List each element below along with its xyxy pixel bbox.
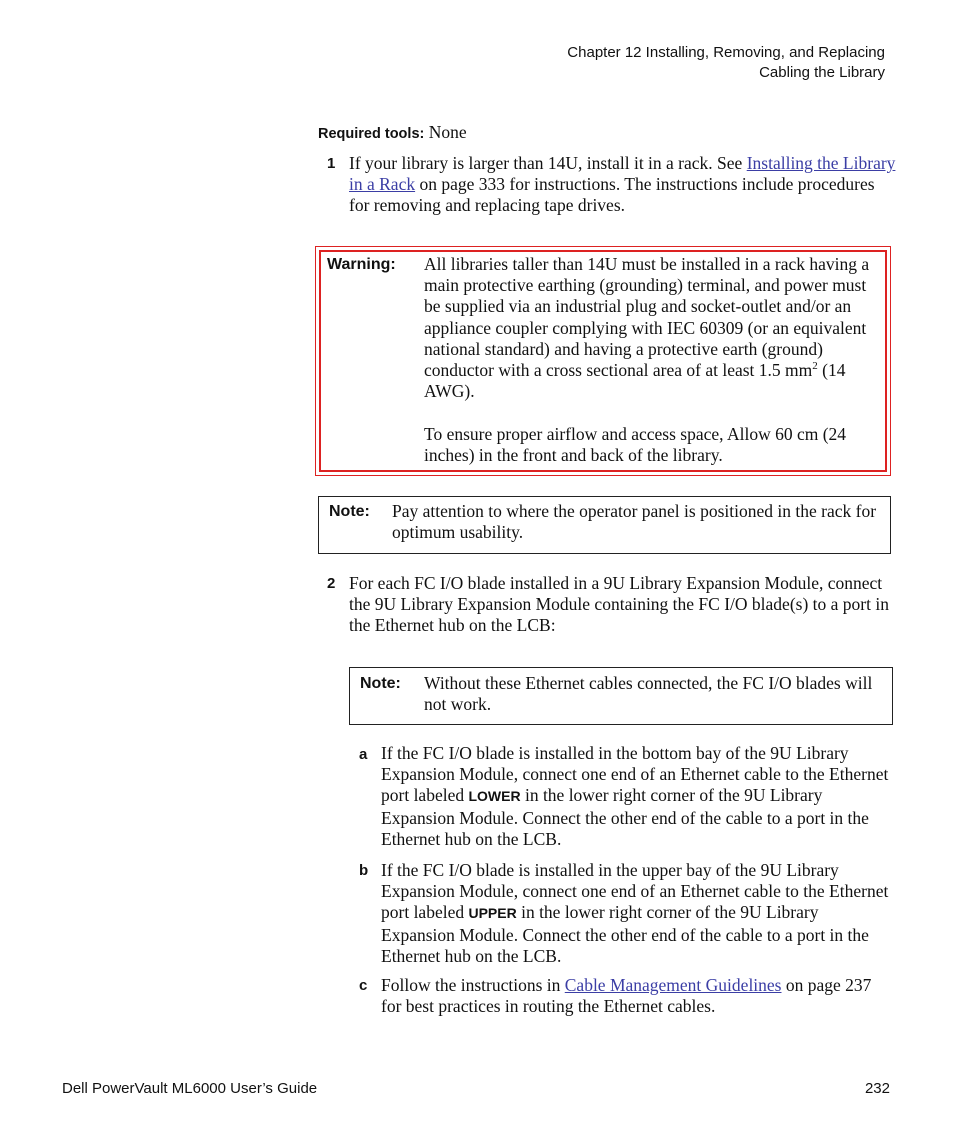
substep-a-text-before: If the FC I/O blade is installed in the bottom bay of the 9U Library Expansion Module, connect one end of an Ethernet cable to the Ethernet port labeled: [381, 743, 889, 806]
warning-label: Warning:: [327, 256, 396, 273]
substep-b-text-after: in the lower right corner of the 9U Library Expansion Module. Connect the other end of the cable to a port in the Ethernet hub on the LCB.: [381, 902, 869, 966]
cable-management-guidelines-link[interactable]: Cable Management Guidelines: [564, 975, 782, 995]
step-1-number: 1: [327, 155, 336, 172]
upper-port-label: UPPER: [468, 905, 517, 922]
required-tools-value: None: [424, 122, 467, 142]
substep-c-text: [381, 975, 893, 1017]
warning-p1-text: All libraries taller than 14U must be installed in a rack having a main protective earthing (grounding) terminal, and power must be supplied via an industrial plug and socket-outlet and/or an appliance coupler complying with IEC 60309 (or an equivalent national standard) and having a protective earth (ground) conductor with a cross sectional area of at least 1.5 mm: [424, 254, 870, 381]
step-1-text-after: on page 333 for instructions. The instructions include procedures for removing and replacing tape drives.: [349, 174, 875, 216]
footer-page-number: 232: [864, 1080, 890, 1097]
warning-paragraph-2: To ensure proper airflow and access space, Allow 60 cm (24 inches) in the front and back of the library.: [424, 424, 847, 466]
note-2-text: Without these Ethernet cables connected, the FC I/O blades will not work.: [424, 673, 873, 715]
step-1-text-before: If your library is larger than 14U, install it in a rack. See: [349, 153, 747, 173]
chapter-header: Chapter 12 Installing, Removing, and Replacing: [567, 44, 885, 61]
installing-library-in-rack-link[interactable]: Installing the Library in a Rack: [349, 153, 896, 195]
warning-paragraph-1: [424, 254, 884, 402]
lower-port-label: LOWER: [468, 788, 521, 805]
substep-a-text: [381, 743, 893, 850]
substep-b-text-before: If the FC I/O blade is installed in the upper bay of the 9U Library Expansion Module, connect one end of an Ethernet cable to the Ethernet port labeled: [381, 860, 889, 923]
note-1-label: Note:: [329, 503, 370, 520]
substep-b-text: [381, 860, 893, 967]
substep-a-letter: a: [359, 746, 368, 763]
step-2-number: 2: [327, 575, 336, 592]
section-header: Cabling the Library: [759, 64, 885, 81]
footer-guide-title: Dell PowerVault ML6000 User’s Guide: [62, 1080, 318, 1097]
substep-a-text-after: in the lower right corner of the 9U Library Expansion Module. Connect the other end of the cable to a port in the Ethernet hub on the LCB.: [381, 785, 869, 849]
substep-c-letter: c: [359, 977, 368, 994]
warning-p1-superscript: 2: [812, 360, 818, 373]
warning-p1-text-after: (14 AWG).: [424, 360, 846, 402]
substep-c-text-after: on page 237 for best practices in routing the Ethernet cables.: [381, 975, 872, 1017]
step-1-text: [349, 153, 899, 217]
substep-c-text-before: Follow the instructions in: [381, 975, 565, 995]
note-2-label: Note:: [360, 675, 401, 692]
step-2-text: For each FC I/O blade installed in a 9U Library Expansion Module, connect the 9U Library Expansion Module containing the FC I/O blade(s) to a port in the Ethernet hub on the LCB:: [349, 573, 889, 636]
required-tools: [318, 122, 467, 145]
note-1-text: Pay attention to where the operator panel is positioned in the rack for optimum usability.: [392, 501, 877, 543]
substep-b-letter: b: [359, 862, 369, 879]
required-tools-label: Required tools:: [318, 126, 425, 142]
